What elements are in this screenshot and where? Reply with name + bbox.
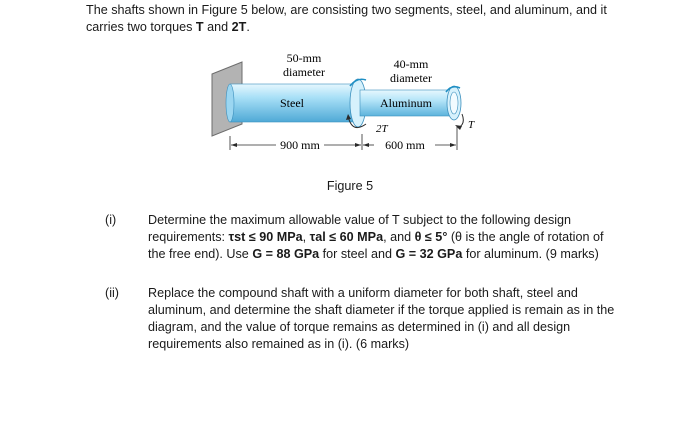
intro-text: The shafts shown in Figure 5 below, are consisting two segments, steel, and aluminum, and it carries two torques [86, 3, 607, 34]
q1-al-limit: τal ≤ 60 MPa [309, 230, 384, 244]
torque-2t: 2T [231, 20, 247, 34]
question-number: (i) [105, 213, 117, 227]
al-diameter-label-1: 40-mm [393, 57, 429, 71]
question-text [148, 212, 620, 263]
figure-caption: Figure 5 [326, 179, 374, 193]
q1-text-3: , and [383, 230, 415, 244]
aluminum-label: Aluminum [379, 96, 433, 110]
q1-text-1: Determine the maximum allowable value of T subject to the following design requirements: [148, 213, 572, 244]
al-diameter-label-2: diameter [390, 71, 432, 85]
q1-text-2: , [302, 230, 310, 244]
torque-t: T [195, 20, 204, 34]
q1-text-5: for steel and [319, 247, 396, 261]
shaft-figure [200, 46, 500, 166]
steel-diameter-label-1: 50-mm [286, 51, 322, 65]
q1-g-al: G = 32 GPa [395, 247, 463, 261]
al-length-label: 600 mm [385, 138, 425, 152]
q1-steel-limit: τst ≤ 90 MPa [228, 230, 303, 244]
question-text: Replace the compound shaft with a uniform diameter for both shaft, steel and aluminum, and determine the shaft diameter if the torque applied is remain as in the diagram, and the value of torque remains as determined in (i) and all design requirements also remained as in (i). (6 marks) [148, 286, 615, 351]
steel-label: Steel [280, 96, 304, 110]
intro-paragraph [86, 2, 646, 36]
shaft-diagram [200, 46, 500, 166]
q1-g-steel: G = 88 GPa [252, 247, 320, 261]
q1-text-6: for aluminum. (9 marks) [462, 247, 599, 261]
torque-t-label: T [468, 119, 475, 131]
question-number: (ii) [105, 286, 119, 300]
steel-diameter-label-2: diameter [283, 65, 325, 79]
intro-and: and [203, 20, 232, 34]
q1-text-4: (θ is the angle of rotation of the free end). Use [148, 230, 604, 261]
steel-length-label: 900 mm [280, 138, 320, 152]
q1-angle-limit: θ ≤ 5° [414, 230, 448, 244]
intro-end: . [246, 20, 250, 34]
torque-2t-label: 2T [376, 123, 388, 135]
